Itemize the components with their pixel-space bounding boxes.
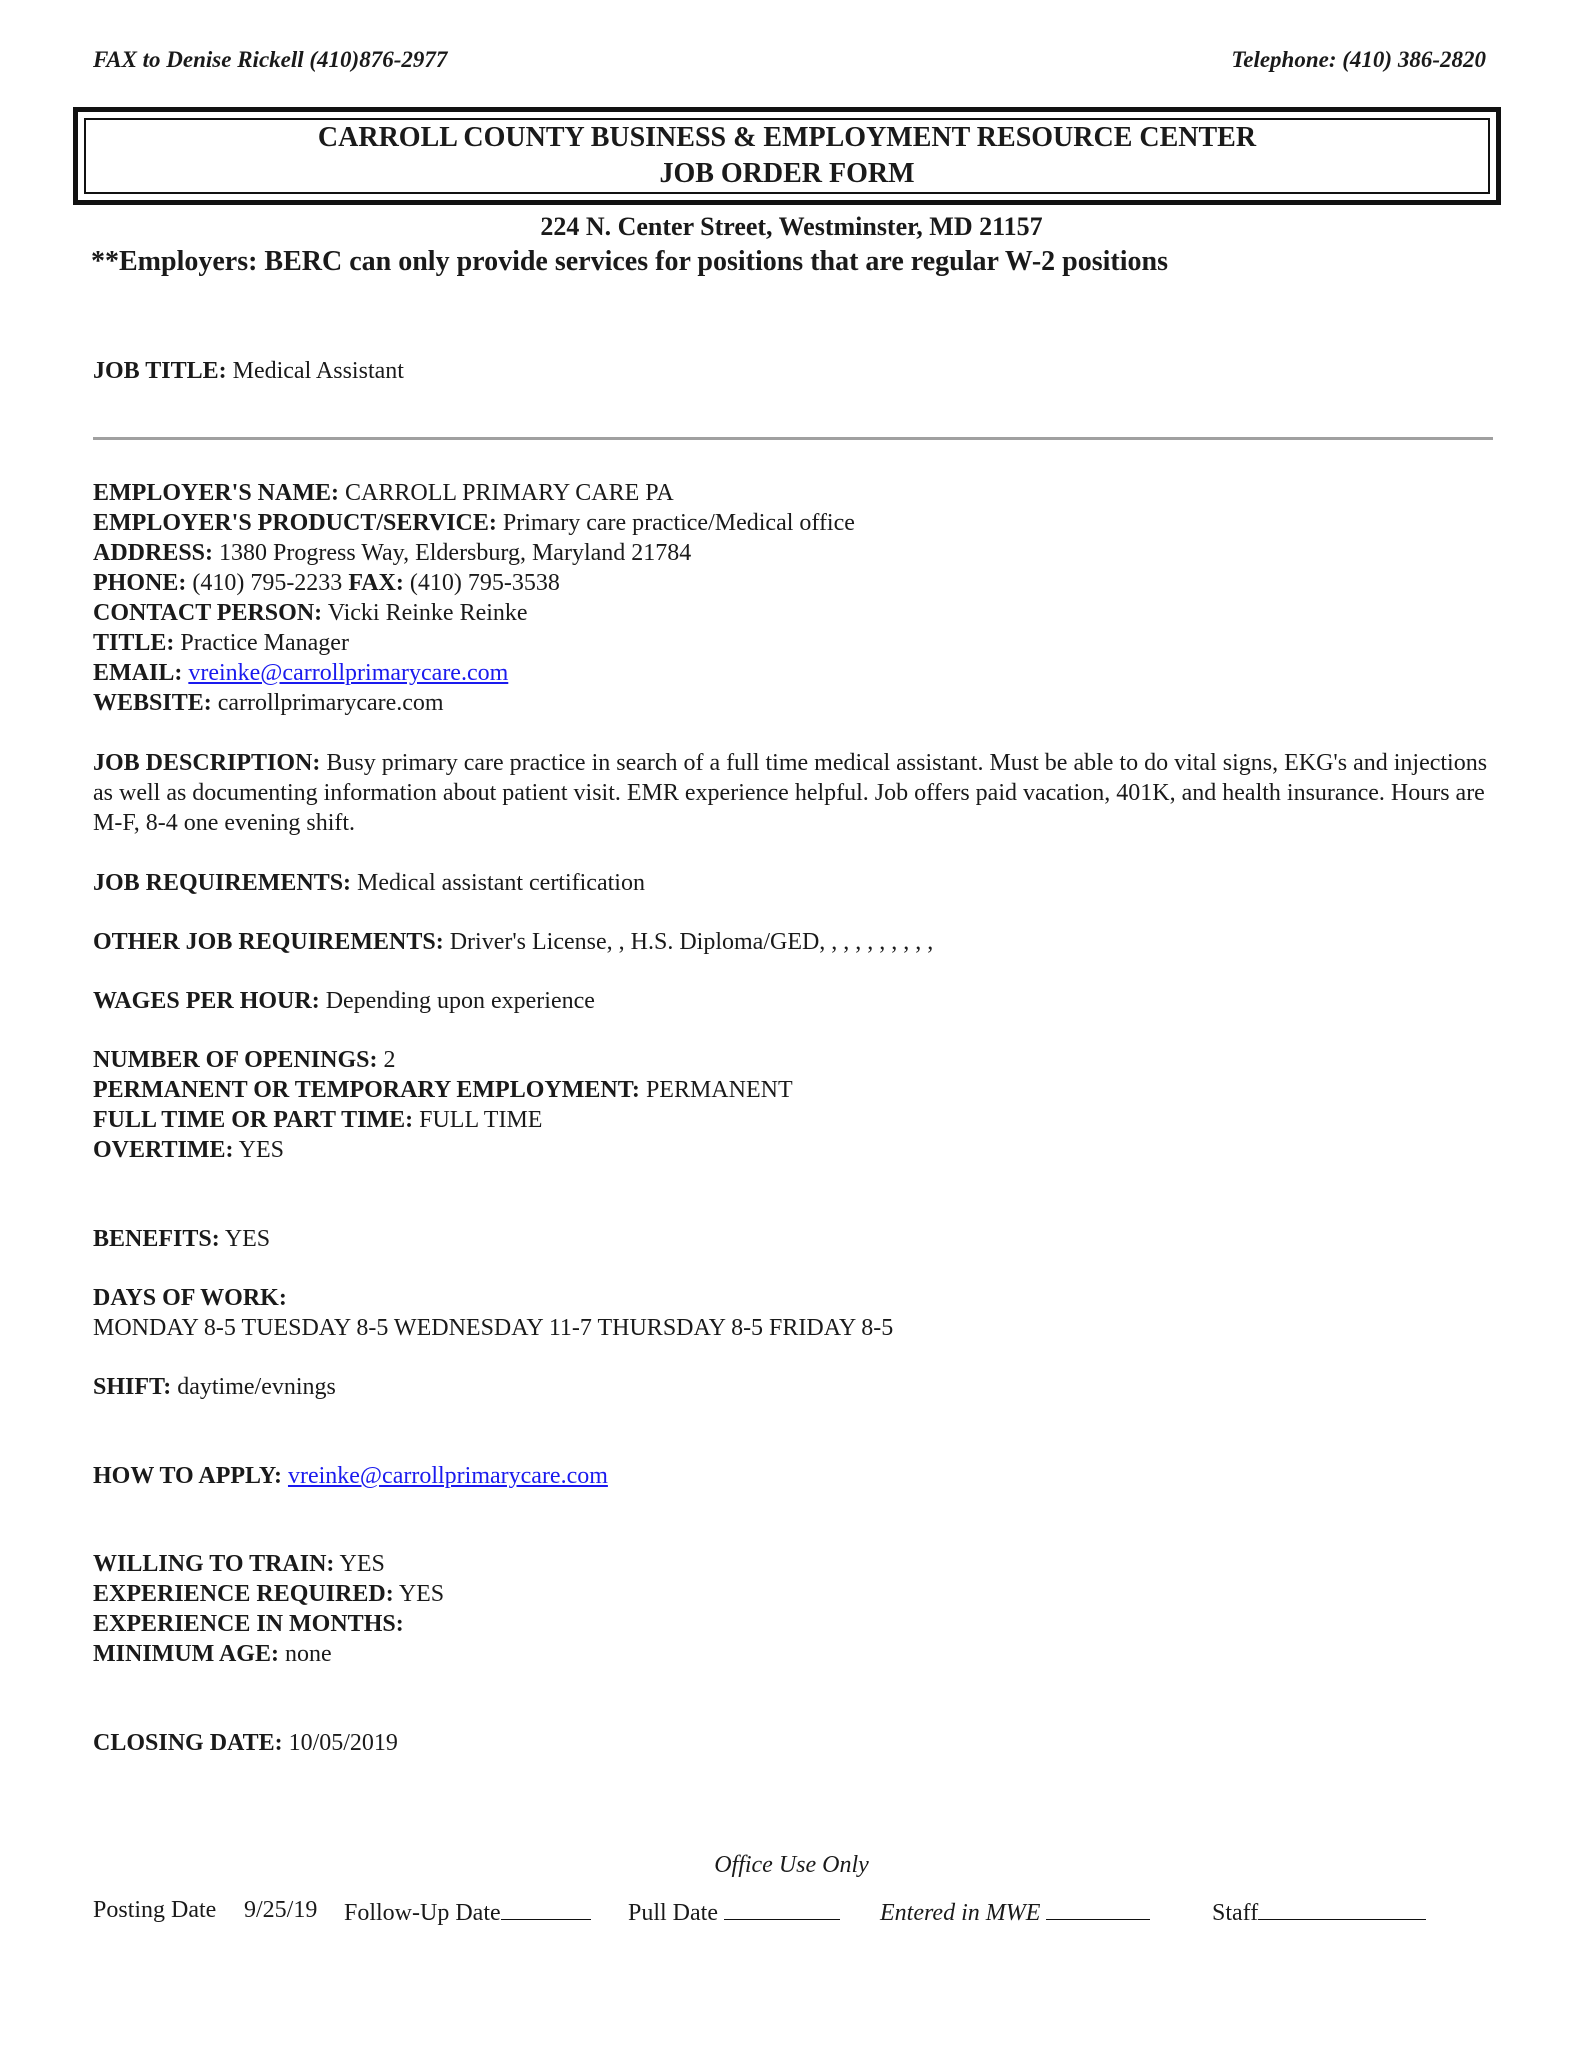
phone-value: (410) 795-2233	[192, 570, 343, 596]
experience-months-label: EXPERIENCE IN MONTHS:	[93, 1611, 404, 1637]
divider	[93, 437, 1493, 440]
fax-header: FAX to Denise Rickell (410)876-2977	[93, 47, 448, 72]
website-label: WEBSITE:	[93, 690, 212, 716]
address-label: ADDRESS:	[93, 540, 214, 566]
form-title-line2: JOB ORDER FORM	[659, 158, 915, 189]
job-description-field	[93, 748, 1493, 838]
closing-date-label: CLOSING DATE:	[93, 1730, 283, 1756]
posting-date-label: Posting Date	[93, 1897, 217, 1923]
openings-label: NUMBER OF OPENINGS:	[93, 1047, 378, 1073]
employer-notice: **Employers: BERC can only provide services for positions that are regular W-2 positions	[91, 246, 1168, 277]
fax-label: FAX:	[348, 570, 404, 596]
pull-date-label: Pull Date	[628, 1900, 718, 1926]
overtime-field	[93, 1135, 284, 1165]
experience-required-field	[93, 1579, 444, 1609]
overtime-value: YES	[238, 1137, 284, 1163]
willing-to-train-field	[93, 1549, 385, 1579]
wages-label: WAGES PER HOUR:	[93, 988, 320, 1014]
pull-date-blank[interactable]	[724, 1897, 840, 1920]
contact-title-field	[93, 628, 349, 658]
overtime-label: OVERTIME:	[93, 1137, 234, 1163]
entered-in-mwe-field	[880, 1897, 1150, 1927]
follow-up-date-label: Follow-Up Date	[344, 1900, 501, 1926]
website-field	[93, 688, 444, 718]
title-box	[73, 107, 1501, 205]
employer-product-value: Primary care practice/Medical office	[502, 510, 855, 536]
benefits-value: YES	[224, 1226, 271, 1252]
telephone-header: Telephone: (410) 386-2820	[1231, 47, 1486, 72]
title-inner-border	[84, 118, 1490, 194]
staff-blank[interactable]	[1258, 1897, 1426, 1920]
job-title-label: JOB TITLE:	[93, 358, 227, 384]
job-title-value: Medical Assistant	[232, 358, 404, 384]
follow-up-date-field	[344, 1897, 591, 1927]
shift-field	[93, 1372, 336, 1402]
willing-to-train-value: YES	[339, 1551, 385, 1577]
email-field	[93, 658, 508, 688]
contact-value: Vicki Reinke Reinke	[327, 600, 528, 626]
website-value: carrollprimarycare.com	[217, 690, 444, 716]
permanent-label: PERMANENT OR TEMPORARY EMPLOYMENT:	[93, 1077, 640, 1103]
email-link[interactable]: vreinke@carrollprimarycare.com	[188, 660, 509, 686]
shift-value: daytime/evnings	[177, 1374, 336, 1400]
benefits-label: BENEFITS:	[93, 1226, 220, 1252]
full-time-field	[93, 1105, 542, 1135]
phone-field	[93, 568, 560, 598]
closing-date-value: 10/05/2019	[288, 1730, 398, 1756]
minimum-age-field	[93, 1639, 332, 1669]
employer-name-field	[93, 478, 674, 508]
center-address: 224 N. Center Street, Westminster, MD 21157	[540, 212, 1043, 241]
other-requirements-field	[93, 927, 933, 957]
address-field	[93, 538, 691, 568]
job-description-value: Busy primary care practice in search of a full time medical assistant. Must be able to do vital signs, EKG's and injections as well as documenting information about patient visit. EMR experience helpful. Job offers paid vacation, 401K, and health insurance. Hours are M-F, 8-4 one evening shift.	[93, 750, 1488, 836]
openings-value: 2	[383, 1047, 396, 1073]
address-value: 1380 Progress Way, Eldersburg, Maryland 21784	[219, 540, 692, 566]
contact-field	[93, 598, 528, 628]
contact-title-label: TITLE:	[93, 630, 175, 656]
job-requirements-field	[93, 868, 645, 898]
contact-label: CONTACT PERSON:	[93, 600, 323, 626]
employer-product-field	[93, 508, 855, 538]
other-requirements-value: Driver's License, , H.S. Diploma/GED, , , , , , , , , ,	[449, 929, 934, 955]
other-requirements-label: OTHER JOB REQUIREMENTS:	[93, 929, 444, 955]
full-time-value: FULL TIME	[419, 1107, 543, 1133]
openings-field	[93, 1045, 395, 1075]
entered-in-mwe-blank[interactable]	[1046, 1897, 1150, 1920]
willing-to-train-label: WILLING TO TRAIN:	[93, 1551, 335, 1577]
experience-required-label: EXPERIENCE REQUIRED:	[93, 1581, 394, 1607]
minimum-age-value: none	[284, 1641, 332, 1667]
experience-months-field	[93, 1609, 404, 1639]
posting-date-value: 9/25/19	[244, 1897, 318, 1923]
job-description-label: JOB DESCRIPTION:	[93, 750, 321, 776]
days-of-work-label: DAYS OF WORK:	[93, 1285, 287, 1311]
employer-product-label: EMPLOYER'S PRODUCT/SERVICE:	[93, 510, 497, 536]
entered-in-mwe-label: Entered in MWE	[880, 1900, 1041, 1926]
permanent-value: PERMANENT	[645, 1077, 793, 1103]
wages-field	[93, 986, 595, 1016]
full-time-label: FULL TIME OR PART TIME:	[93, 1107, 414, 1133]
how-to-apply-link[interactable]: vreinke@carrollprimarycare.com	[287, 1463, 608, 1489]
employer-name-value: CARROLL PRIMARY CARE PA	[345, 480, 674, 506]
fax-value: (410) 795-3538	[409, 570, 560, 596]
benefits-field	[93, 1224, 270, 1254]
office-use-heading: Office Use Only	[714, 1852, 869, 1878]
days-of-work-label-row	[93, 1283, 287, 1313]
closing-date-field	[93, 1728, 398, 1758]
how-to-apply-label: HOW TO APPLY:	[93, 1463, 282, 1489]
phone-label: PHONE:	[93, 570, 187, 596]
how-to-apply-field	[93, 1461, 608, 1491]
pull-date-field	[628, 1897, 840, 1927]
shift-label: SHIFT:	[93, 1374, 172, 1400]
employer-name-label: EMPLOYER'S NAME:	[93, 480, 339, 506]
job-requirements-value: Medical assistant certification	[357, 870, 645, 896]
staff-field	[1212, 1897, 1426, 1927]
wages-value: Depending upon experience	[325, 988, 595, 1014]
job-title-field	[93, 356, 404, 386]
days-of-work-value: MONDAY 8-5 TUESDAY 8-5 WEDNESDAY 11-7 THURSDAY 8-5 FRIDAY 8-5	[93, 1315, 894, 1341]
permanent-field	[93, 1075, 793, 1105]
contact-title-value: Practice Manager	[180, 630, 349, 656]
follow-up-date-blank[interactable]	[501, 1897, 591, 1920]
job-requirements-label: JOB REQUIREMENTS:	[93, 870, 352, 896]
experience-required-value: YES	[398, 1581, 445, 1607]
email-label: EMAIL:	[93, 660, 183, 686]
form-title-line1: CARROLL COUNTY BUSINESS & EMPLOYMENT RESOURCE CENTER	[317, 122, 1257, 153]
staff-label: Staff	[1212, 1900, 1259, 1926]
minimum-age-label: MINIMUM AGE:	[93, 1641, 279, 1667]
